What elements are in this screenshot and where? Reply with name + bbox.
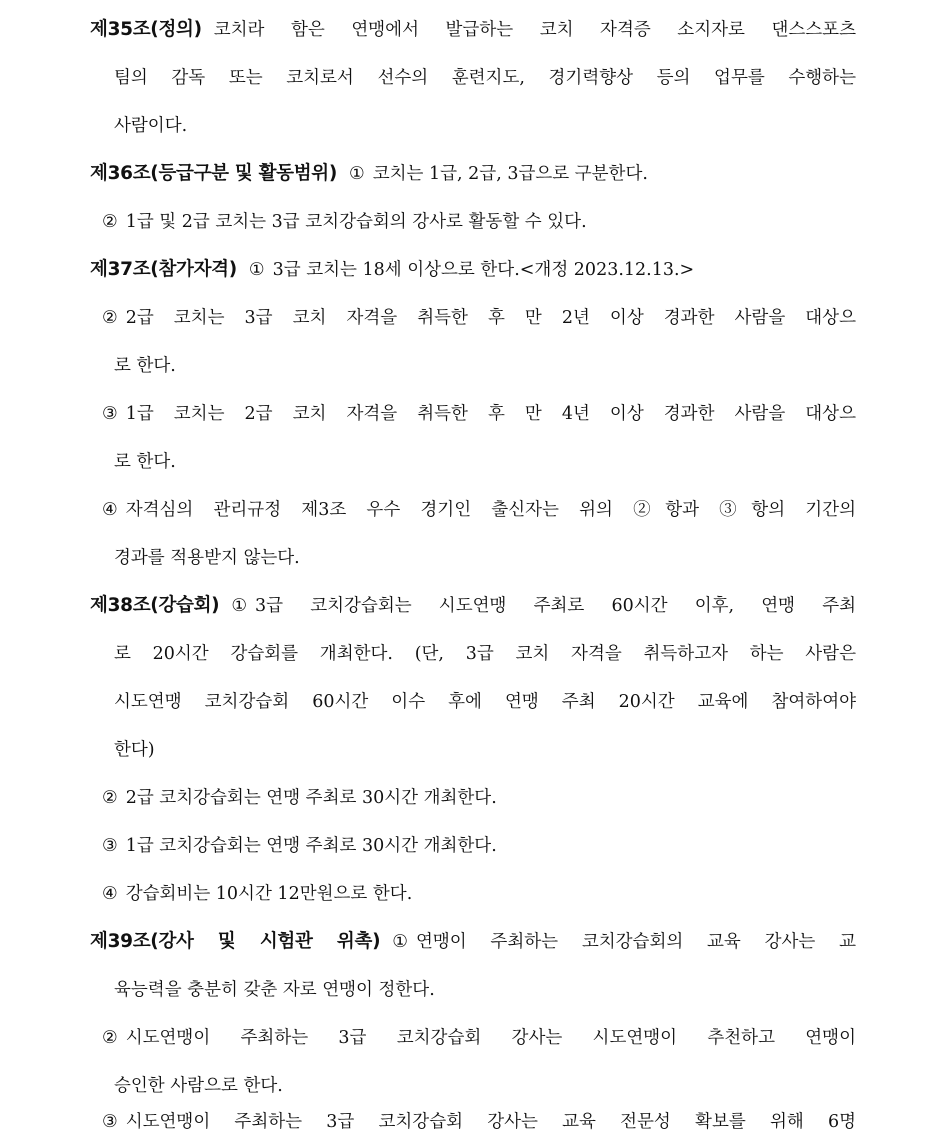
- paragraph-number: ②: [102, 1028, 118, 1048]
- article-37-para-2-line-2: [114, 354, 176, 378]
- article-38-line-2: [114, 642, 856, 666]
- article-37-line-1: [90, 258, 694, 282]
- article-text: 코치라 함은 연맹에서 발급하는 코치 자격증 소지자로 댄스스포츠: [213, 20, 856, 40]
- article-39-line-2: [114, 978, 435, 1002]
- article-35-line-3: [114, 114, 187, 138]
- paragraph-number: ④: [102, 884, 118, 904]
- article-35-line-1: [90, 18, 856, 42]
- article-text: 연맹이 주최하는 코치강습회의 교육 강사는 교: [415, 932, 856, 952]
- article-38-para-2: [102, 786, 497, 810]
- paragraph-number: ②: [102, 788, 118, 808]
- paragraph-number: ①: [231, 596, 248, 616]
- article-39-para-2-line-1: [102, 1026, 856, 1050]
- article-text: 3급 코치강습회는 시도연맹 주최로 60시간 이후, 연맹 주최: [255, 596, 856, 616]
- paragraph-number: ③: [102, 1112, 118, 1132]
- article-heading: 제38조(강습회): [90, 595, 220, 616]
- article-text: 자격심의 관리규정 제3조 우수 경기인 출신자는 위의 ②항과 ③항의 기간의: [125, 500, 856, 520]
- article-37-para-3-line-1: [102, 402, 856, 426]
- article-heading: 제35조(정의): [90, 19, 202, 40]
- paragraph-number: ②: [102, 212, 118, 232]
- article-text: 경과를 적용받지 않는다.: [114, 548, 300, 568]
- article-39-para-3-line-1: [102, 1110, 856, 1134]
- article-heading: 제37조(참가자격): [90, 259, 237, 280]
- article-text: 로 20시간 강습회를 개최한다. (단, 3급 코치 자격을 취득하고자 하는 사람은: [114, 644, 856, 664]
- article-text: 사람이다.: [114, 116, 188, 136]
- article-37-para-4-line-1: [102, 498, 856, 522]
- paragraph-number: ④: [102, 500, 118, 520]
- article-text: 1급 코치는 2급 코치 자격을 취득한 후 만 4년 이상 경과한 사람을 대상으: [125, 404, 856, 424]
- article-text: 1급 코치강습회는 연맹 주최로 30시간 개최한다.: [125, 836, 497, 856]
- article-38-para-3: [102, 834, 497, 858]
- article-text: 2급 코치는 3급 코치 자격을 취득한 후 만 2년 이상 경과한 사람을 대상으: [125, 308, 856, 328]
- article-text: 시도연맹이 주최하는 3급 코치강습회 강사는 교육 전문성 확보를 위해 6명: [125, 1112, 856, 1132]
- paragraph-number: ①: [349, 164, 365, 184]
- article-text: 팀의 감독 또는 코치로서 선수의 훈련지도, 경기력향상 등의 업무를 수행하는: [114, 68, 856, 88]
- article-38-para-4: [102, 882, 412, 906]
- article-37-para-3-line-2: [114, 450, 176, 474]
- article-text: 코치는 1급, 2급, 3급으로 구분한다.: [372, 164, 648, 184]
- article-37-para-2-line-1: [102, 306, 856, 330]
- paragraph-number: ①: [392, 932, 408, 952]
- article-text: 육능력을 충분히 갖춘 자로 연맹이 정한다.: [114, 980, 435, 1000]
- article-text: 3급 코치는 18세 이상으로 한다.<개정 2023.12.13.>: [272, 260, 695, 280]
- article-text: 시도연맹 코치강습회 60시간 이수 후에 연맹 주최 20시간 교육에 참여하여야: [114, 692, 856, 712]
- article-38-line-4: [114, 738, 155, 762]
- article-text: 시도연맹이 주최하는 3급 코치강습회 강사는 시도연맹이 추천하고 연맹이: [125, 1028, 856, 1048]
- article-35-line-2: [114, 66, 856, 90]
- paragraph-number: ③: [102, 836, 118, 856]
- article-text: 승인한 사람으로 한다.: [114, 1076, 283, 1096]
- article-36-line-1: [90, 162, 648, 186]
- article-39-line-1: [90, 930, 856, 954]
- article-heading: 제36조(등급구분 및 활동범위): [90, 163, 338, 184]
- article-37-para-4-line-2: [114, 546, 300, 570]
- paragraph-number: ③: [102, 404, 118, 424]
- article-text: 강습회비는 10시간 12만원으로 한다.: [125, 884, 413, 904]
- article-text: 1급 및 2급 코치는 3급 코치강습회의 강사로 활동할 수 있다.: [125, 212, 587, 232]
- article-39-para-2-line-2: [114, 1074, 283, 1098]
- paragraph-number: ①: [248, 260, 265, 280]
- article-38-line-1: [90, 594, 856, 618]
- article-38-line-3: [114, 690, 856, 714]
- article-text: 2급 코치강습회는 연맹 주최로 30시간 개최한다.: [125, 788, 497, 808]
- paragraph-number: ②: [102, 308, 118, 328]
- article-text: 로 한다.: [114, 452, 176, 472]
- article-text: 로 한다.: [114, 356, 176, 376]
- article-text: 한다): [114, 740, 155, 760]
- article-36-para-2: [102, 210, 587, 234]
- article-heading: 제39조(강사 및 시험관 위촉): [90, 931, 381, 952]
